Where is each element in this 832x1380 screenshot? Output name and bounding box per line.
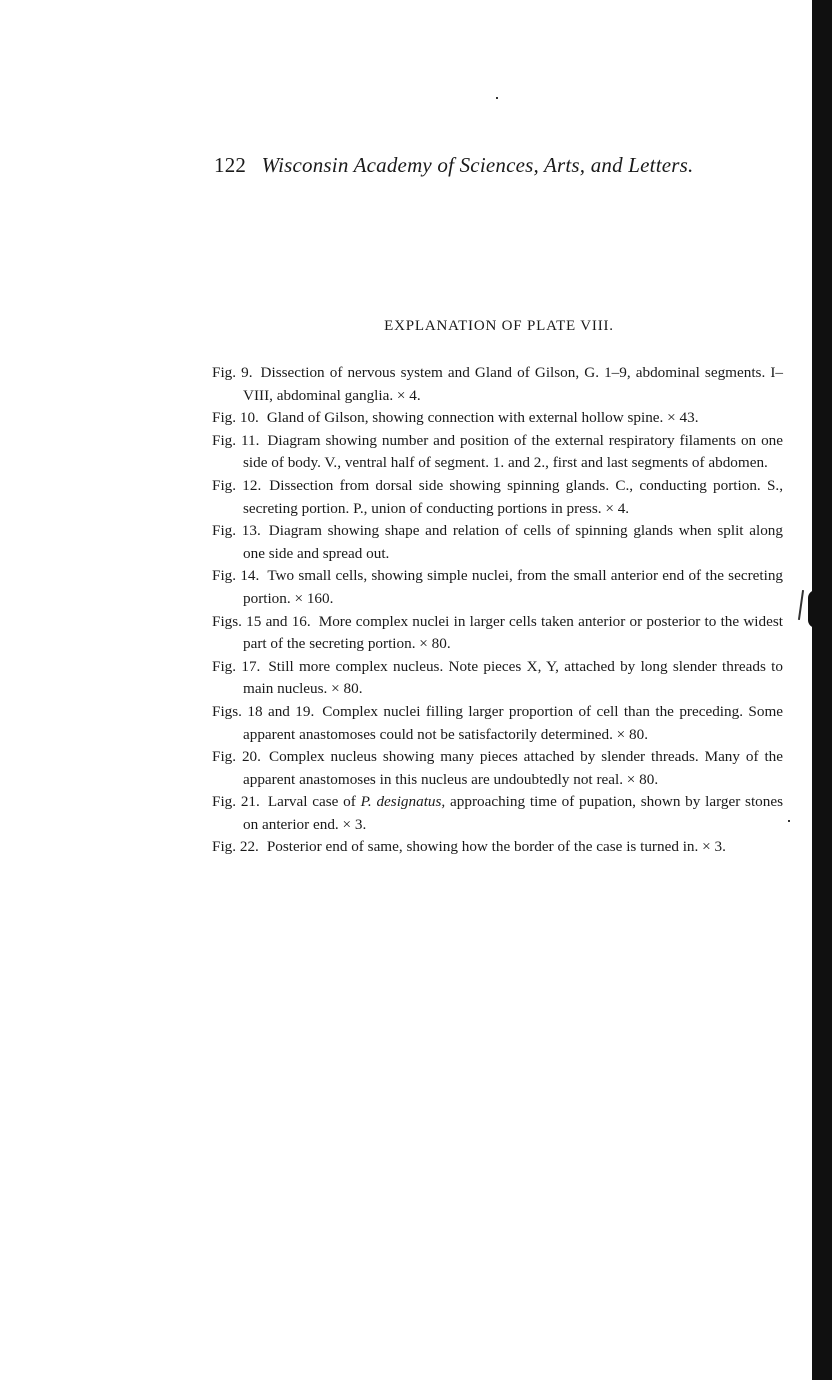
figure-description: Two small cells, showing simple nuclei, from the small anterior end of the secreting portion. × 160. bbox=[243, 567, 784, 607]
figure-label: Figs. 18 and 19. bbox=[212, 702, 315, 720]
figure-description: Dissection of nervous system and Gland of Gilson, G. 1–9, abdominal segments. I–VIII, abdominal ganglia. × 4. bbox=[243, 364, 783, 404]
scan-speck bbox=[496, 97, 498, 99]
figure-label: Fig. 9. bbox=[212, 364, 253, 381]
scan-edge-notch bbox=[808, 590, 822, 628]
figure-entry bbox=[212, 611, 783, 656]
figure-label: Fig. 12. bbox=[212, 476, 262, 494]
figure-entry bbox=[212, 430, 783, 475]
figure-description: Posterior end of same, showing how the border of the case is turned in. × 3. bbox=[266, 838, 726, 856]
figure-description: Complex nucleus showing many pieces attached by slender threads. Many of the apparent anastomoses in this nucleus are undoubtedly not real. × 80. bbox=[243, 748, 784, 788]
figure-label: Fig. 11. bbox=[212, 431, 260, 449]
running-title: Wisconsin Academy of Sciences, Arts, and Letters. bbox=[261, 153, 694, 177]
figure-description-end: approaching time of pupation, shown by larger stones on anterior end. × 3. bbox=[243, 793, 784, 833]
figure-entry bbox=[212, 656, 783, 701]
figure-description: Diagram showing number and position of the external respiratory filaments on one side of body. V., ventral half of segment. 1. and 2., first and last segments of abdomen. bbox=[243, 431, 783, 472]
figure-label: Fig. 17. bbox=[212, 657, 261, 675]
figure-entry bbox=[212, 746, 783, 791]
figure-entry bbox=[212, 836, 783, 859]
figure-label: Fig. 10. bbox=[212, 409, 259, 427]
figure-description: Still more complex nucleus. Note pieces X, Y, attached by long slender threads to main nucleus. × 80. bbox=[243, 657, 783, 698]
species-name: P. designatus, bbox=[360, 793, 446, 811]
figure-description: Dissection from dorsal side showing spinning glands. C., conducting portion. S., secreting portion. P., union of conducting portions in press. × 4. bbox=[243, 476, 783, 517]
figure-description: More complex nuclei in larger cells taken anterior or posterior to the widest part of the secreting portion. × 80. bbox=[243, 612, 783, 653]
figure-description: Complex nuclei filling larger proportion of cell than the preceding. Some apparent anastomoses could not be satisfactorily determined. × 80. bbox=[243, 702, 783, 743]
figure-label: Fig. 22. bbox=[212, 838, 259, 856]
figure-entry bbox=[212, 791, 783, 836]
plate-heading: EXPLANATION OF PLATE VIII. bbox=[384, 318, 614, 334]
figure-label: Fig. 21. bbox=[212, 793, 260, 811]
scan-speck bbox=[788, 820, 790, 822]
figure-label: Fig. 20. bbox=[212, 748, 261, 766]
figure-description-start: Larval case of bbox=[267, 793, 356, 811]
figure-description: Diagram showing shape and relation of cells of spinning glands when split along one side and spread out. bbox=[243, 522, 783, 562]
running-header bbox=[214, 153, 774, 178]
figure-entry bbox=[212, 701, 783, 746]
margin-mark bbox=[798, 590, 804, 620]
figure-entry bbox=[212, 565, 783, 610]
scan-edge bbox=[812, 0, 832, 1380]
figure-entry bbox=[212, 407, 783, 430]
figure-label: Fig. 14. bbox=[212, 567, 260, 585]
figure-explanation-list bbox=[212, 362, 783, 859]
figure-description: Gland of Gilson, showing connection with external hollow spine. × 43. bbox=[266, 409, 699, 427]
figure-entry bbox=[212, 362, 783, 407]
figure-entry bbox=[212, 520, 783, 565]
figure-entry bbox=[212, 475, 783, 520]
figure-label: Fig. 13. bbox=[212, 522, 261, 540]
figure-label: Figs. 15 and 16. bbox=[212, 612, 311, 630]
page-number: 122 bbox=[214, 153, 247, 177]
